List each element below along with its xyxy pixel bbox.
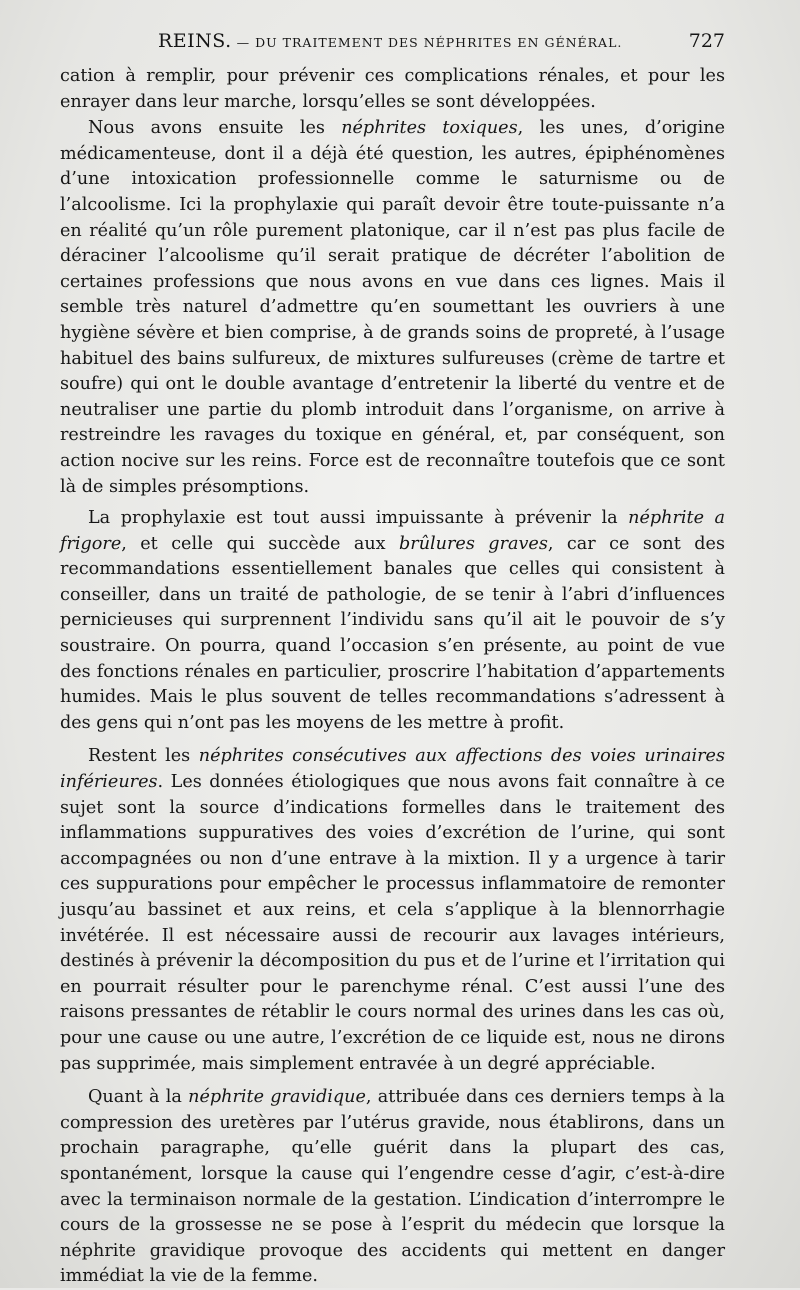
- italic-term: néphrites consécutives aux affections des voies urinaires inférieures: [60, 746, 725, 793]
- text-run: Restent les: [88, 746, 199, 767]
- paragraph: [60, 506, 725, 736]
- text-run: Quant à la: [88, 1087, 189, 1108]
- italic-term: néphrite a frigore: [60, 508, 725, 554]
- text-run: , et celle qui succède aux: [121, 533, 400, 554]
- text-run: La prophylaxie est tout aussi impuissante à prévenir la: [88, 508, 629, 529]
- running-header: [60, 30, 725, 58]
- text-run: . Les données étiologiques que nous avons fait connaître à ce sujet sont la source d’indications formelles dans le traitement des inflammations suppuratives des voies d’excrétion de l’urine, qui sont accompagnées ou non d’une entrave à la mixtion. Il y a urgence à tarir ces suppurations pour empêcher le processus inflammatoire de remonter jusqu’au bassinet et aux reins, et cela s’applique à la blennorrhagie invétérée. Il est nécessaire aussi de recourir aux lavages intérieurs, destinés à prévenir la décomposition du pus et de l’urine et l’irritation qui en pourrait résulter pour le parenchyme rénal. C’est aussi l’une des raisons pressantes de rétablir le cours normal des urines dans les cas où, pour une cause ou une autre, l’excrétion de ce liquide est, nous ne dirons pas supprimée, mais simplement entravée à un degré appréciable.: [60, 772, 725, 1074]
- body-text: [60, 64, 725, 1290]
- text-run: , les unes, d’origine médicamenteuse, dont il a déjà été question, les autres, épiphénomènes d’une intoxication professionnelle comme le saturnisme ou de l’alcoolisme. Ici la prophylaxie qui paraît devoir être toute-puissante n’a en réalité qu’un rôle purement platonique, car il n’est pas plus facile de déraciner l’alcoolisme qu’il serait pratique de décréter l’abolition de certaines professions que nous avons en vue dans ces lignes. Mais il semble très naturel d’admettre qu’en soumettant les ouvriers à une hygiène sévère et bien comprise, à de grands soins de propreté, à l’usage habituel des bains sulfureux, de mixtures sulfureuses (crème de tartre et soufre) qui ont le double avantage d’entretenir la liberté du ventre et de neutraliser une partie du plomb introduit dans l’organisme, on arrive à restreindre les ravages du toxique en général, et, par conséquent, son action nocive sur les reins. Force est de reconnaître toutefois que ce sont là de simples présomptions.: [60, 118, 725, 497]
- running-title-main: REINS.: [158, 30, 232, 52]
- paragraph: [60, 744, 725, 1077]
- italic-term: néphrite gravidique: [188, 1087, 366, 1108]
- paragraph: [60, 1085, 725, 1290]
- text-run: cation à remplir, pour prévenir ces complications rénales, et pour les enrayer dans leur marche, lorsqu’elles se sont développées.: [60, 66, 725, 112]
- text-run: , attribuée dans ces derniers temps à la compression des uretères par l’utérus gravide, nous établirons, dans un prochain paragraphe, qu’elle guérit dans la plupart des cas, spontanément, lorsque la cause qui l’engendre cesse d’agir, c’est-à-dire avec la terminaison normale de la gestation. L’indication d’interrompre le cours de la grossesse ne se pose à l’esprit du médecin que lorsque la néphrite gravidique provoque des accidents qui mettent en danger immédiat la vie de la femme.: [60, 1087, 726, 1287]
- italic-term: néphrites toxiques: [341, 118, 518, 139]
- running-title: [158, 30, 622, 52]
- page-number: 727: [688, 30, 725, 52]
- running-title-subtitle: — DU TRAITEMENT DES NÉPHRITES EN GÉNÉRAL.: [231, 35, 623, 50]
- paragraph: [60, 64, 725, 115]
- text-run: Nous avons ensuite les: [88, 118, 342, 139]
- italic-term: brûlures graves: [399, 533, 548, 554]
- text-run: , car ce sont des recommandations essentiellement banales que celles qui consistent à conseiller, dans un traité de pathologie, de se tenir à l’abri d’influences pernicieuses qui surprennent l’individu sans qu’il ait le pouvoir de s’y soustraire. On pourra, quand l’occasion s’en présente, au point de vue des fonctions rénales en particulier, proscrire l’habitation d’appartements humides. Mais le plus souvent de telles recommandations s’adressent à des gens qui n’ont pas les moyens de les mettre à profit.: [60, 533, 725, 733]
- paragraph: [60, 116, 725, 500]
